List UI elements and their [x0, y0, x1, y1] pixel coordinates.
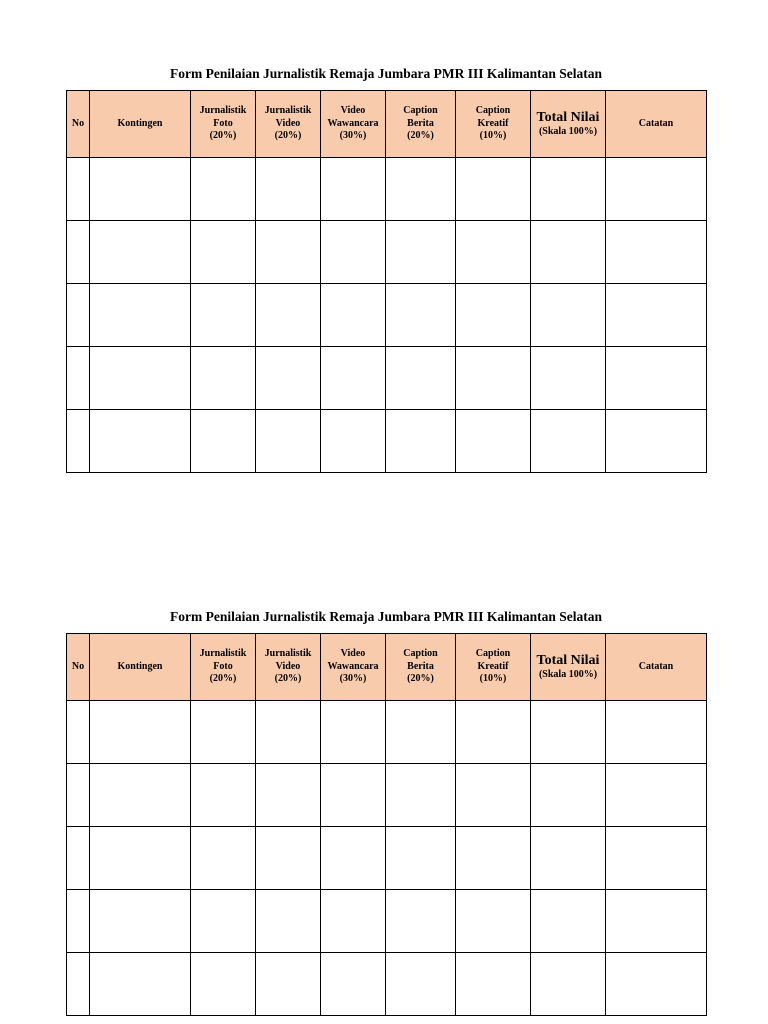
table-cell[interactable]: [386, 827, 456, 890]
table-cell[interactable]: [386, 221, 456, 284]
table-cell[interactable]: [191, 890, 256, 953]
table-cell[interactable]: [256, 347, 321, 410]
table-cell[interactable]: [67, 284, 90, 347]
table-cell[interactable]: [90, 827, 191, 890]
form-title: Form Penilaian Jurnalistik Remaja Jumbara PMR III Kalimantan Selatan: [169, 609, 602, 624]
table-cell[interactable]: [90, 890, 191, 953]
table-cell[interactable]: [456, 827, 531, 890]
table-cell[interactable]: [321, 410, 386, 473]
table-cell[interactable]: [606, 701, 707, 764]
table-cell[interactable]: [67, 221, 90, 284]
table-row: [67, 284, 707, 347]
table-cell[interactable]: [456, 284, 531, 347]
score-table: [66, 90, 707, 473]
table-cell[interactable]: [456, 221, 531, 284]
table-cell[interactable]: [606, 827, 707, 890]
table-cell[interactable]: [386, 764, 456, 827]
header-catatan: Catatan: [606, 634, 707, 701]
table-cell[interactable]: [606, 890, 707, 953]
total-skala-label: (Skala 100%): [538, 126, 598, 137]
table-cell[interactable]: [531, 410, 606, 473]
table-cell[interactable]: [606, 410, 707, 473]
table-cell[interactable]: [256, 284, 321, 347]
header-kontingen: Kontingen: [90, 634, 191, 701]
table-cell[interactable]: [256, 890, 321, 953]
table-cell[interactable]: [386, 347, 456, 410]
table-cell[interactable]: [386, 158, 456, 221]
table-cell[interactable]: [67, 347, 90, 410]
table-cell[interactable]: [90, 410, 191, 473]
table-row: [67, 347, 707, 410]
table-cell[interactable]: [531, 284, 606, 347]
table-cell[interactable]: [321, 764, 386, 827]
table-cell[interactable]: [456, 953, 531, 1016]
table-cell[interactable]: [191, 221, 256, 284]
header-no: No: [67, 91, 90, 158]
table-cell[interactable]: [67, 158, 90, 221]
table-cell[interactable]: [456, 701, 531, 764]
table-cell[interactable]: [256, 953, 321, 1016]
table-row: [67, 953, 707, 1016]
table-cell[interactable]: [386, 701, 456, 764]
table-cell[interactable]: [191, 347, 256, 410]
table-cell[interactable]: [90, 953, 191, 1016]
table-cell[interactable]: [67, 827, 90, 890]
table-cell[interactable]: [191, 701, 256, 764]
total-skala-label: (Skala 100%): [538, 669, 598, 680]
header-jurnalistik-foto: Jurnalistik Foto (20%): [191, 91, 256, 158]
table-cell[interactable]: [321, 284, 386, 347]
table-cell[interactable]: [386, 890, 456, 953]
table-cell[interactable]: [456, 158, 531, 221]
table-row: [67, 890, 707, 953]
header-row: [67, 634, 707, 701]
table-cell[interactable]: [531, 221, 606, 284]
table-cell[interactable]: [321, 890, 386, 953]
table-cell[interactable]: [531, 158, 606, 221]
table-cell[interactable]: [256, 158, 321, 221]
table-cell[interactable]: [321, 827, 386, 890]
table-cell[interactable]: [256, 827, 321, 890]
table-cell[interactable]: [386, 953, 456, 1016]
header-total-nilai: [531, 91, 606, 158]
header-caption-kreatif: Caption Kreatif (10%): [456, 91, 531, 158]
table-cell[interactable]: [321, 953, 386, 1016]
table-cell[interactable]: [67, 410, 90, 473]
table-cell[interactable]: [606, 221, 707, 284]
table-cell[interactable]: [90, 221, 191, 284]
table-cell[interactable]: [191, 284, 256, 347]
header-video-wawancara: Video Wawancara (30%): [321, 634, 386, 701]
header-row: [67, 91, 707, 158]
table-cell[interactable]: [90, 284, 191, 347]
table-cell[interactable]: [191, 827, 256, 890]
table-cell[interactable]: [456, 410, 531, 473]
form-title: Form Penilaian Jurnalistik Remaja Jumbara PMR III Kalimantan Selatan: [169, 66, 602, 81]
table-cell[interactable]: [321, 221, 386, 284]
table-cell[interactable]: [90, 701, 191, 764]
table-row: [67, 764, 707, 827]
table-cell[interactable]: [67, 701, 90, 764]
header-jurnalistik-video: Jurnalistik Video (20%): [256, 634, 321, 701]
table-cell[interactable]: [191, 410, 256, 473]
table-cell[interactable]: [531, 890, 606, 953]
table-cell[interactable]: [256, 221, 321, 284]
table-row: [67, 827, 707, 890]
header-jurnalistik-video: Jurnalistik Video (20%): [256, 91, 321, 158]
header-caption-berita: Caption Berita (20%): [386, 91, 456, 158]
table-cell[interactable]: [90, 158, 191, 221]
table-row: [67, 158, 707, 221]
table-cell[interactable]: [90, 347, 191, 410]
header-catatan: Catatan: [606, 91, 707, 158]
table-cell[interactable]: [256, 701, 321, 764]
table-cell[interactable]: [67, 890, 90, 953]
table-cell[interactable]: [456, 764, 531, 827]
table-cell[interactable]: [606, 953, 707, 1016]
table-row: [67, 221, 707, 284]
table-cell[interactable]: [321, 347, 386, 410]
table-cell[interactable]: [531, 827, 606, 890]
header-kontingen: Kontingen: [90, 91, 191, 158]
table-cell[interactable]: [531, 701, 606, 764]
table-cell[interactable]: [606, 347, 707, 410]
table-cell[interactable]: [606, 284, 707, 347]
table-cell[interactable]: [456, 890, 531, 953]
header-jurnalistik-foto: Jurnalistik Foto (20%): [191, 634, 256, 701]
total-nilai-label: Total Nilai: [536, 110, 600, 125]
table-cell[interactable]: [606, 764, 707, 827]
header-video-wawancara: Video Wawancara (30%): [321, 91, 386, 158]
table-cell[interactable]: [531, 953, 606, 1016]
table-cell[interactable]: [321, 701, 386, 764]
table-cell[interactable]: [67, 764, 90, 827]
table-cell[interactable]: [386, 284, 456, 347]
table-cell[interactable]: [90, 764, 191, 827]
table-cell[interactable]: [531, 347, 606, 410]
table-cell[interactable]: [256, 410, 321, 473]
table-row: [67, 701, 707, 764]
table-cell[interactable]: [386, 410, 456, 473]
total-nilai-label: Total Nilai: [536, 653, 600, 668]
table-cell[interactable]: [191, 764, 256, 827]
table-row: [67, 410, 707, 473]
header-no: No: [67, 634, 90, 701]
table-cell[interactable]: [456, 347, 531, 410]
table-cell[interactable]: [191, 953, 256, 1016]
header-total-nilai: [531, 634, 606, 701]
score-table: [66, 633, 707, 1016]
table-cell[interactable]: [191, 158, 256, 221]
table-cell[interactable]: [321, 158, 386, 221]
table-cell[interactable]: [606, 158, 707, 221]
header-caption-kreatif: Caption Kreatif (10%): [456, 634, 531, 701]
table-cell[interactable]: [256, 764, 321, 827]
table-cell[interactable]: [67, 953, 90, 1016]
table-cell[interactable]: [531, 764, 606, 827]
header-caption-berita: Caption Berita (20%): [386, 634, 456, 701]
